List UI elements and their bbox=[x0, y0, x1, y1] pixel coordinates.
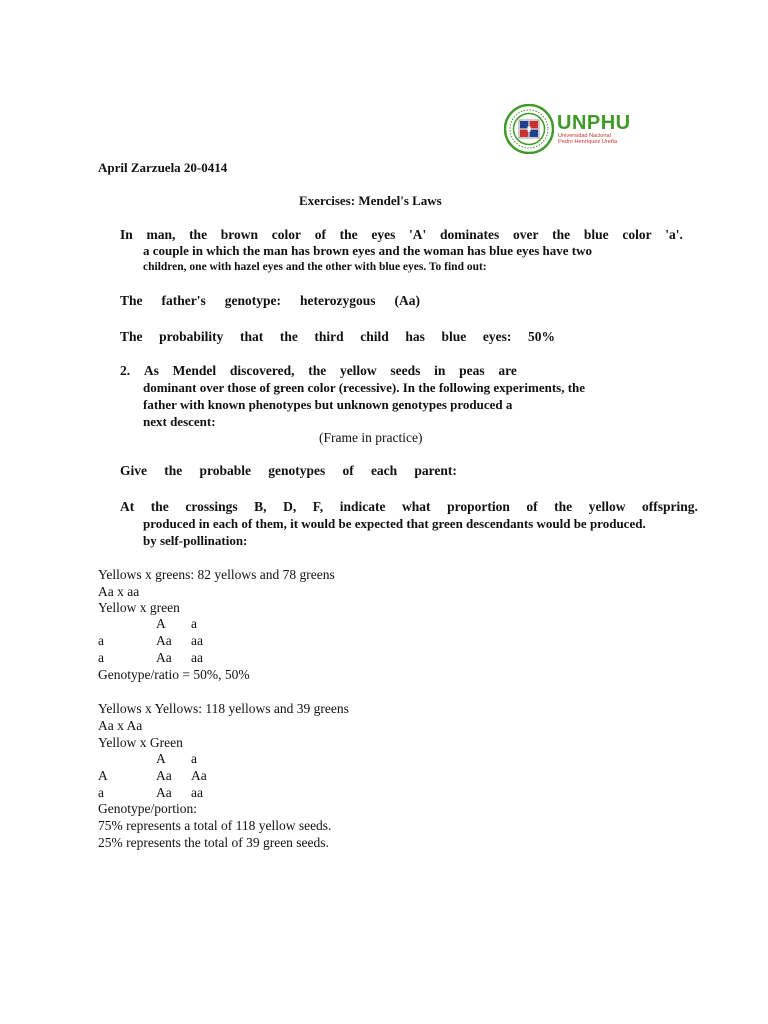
cross2-result-green: 25% represents the total of 39 green seeds. bbox=[98, 835, 329, 850]
word: Mendel bbox=[172, 363, 217, 378]
word: blue bbox=[441, 329, 467, 344]
word: man, bbox=[146, 227, 176, 242]
q2-cross-line2: produced in each of them, it would be expected that green descendants would be produced. bbox=[143, 516, 646, 531]
q1-line3: children, one with hazel eyes and the other with blue eyes. To find out: bbox=[143, 261, 487, 273]
q1-line2: a couple in which the man has brown eyes and the woman has blue eyes have two bbox=[143, 243, 593, 258]
word: seeds bbox=[390, 363, 421, 378]
word: genotype: bbox=[224, 293, 281, 308]
logo-subtitle-line1: Universidad Nacional bbox=[558, 133, 611, 139]
punnett-row bbox=[98, 751, 231, 768]
q2-give-genotypes bbox=[120, 463, 457, 479]
punnett-row bbox=[98, 633, 231, 650]
word: the bbox=[339, 227, 358, 242]
q2-cross-line3: by self-pollination: bbox=[143, 533, 248, 548]
word: As bbox=[143, 363, 159, 378]
punnett-cell: a bbox=[98, 784, 104, 800]
word: the bbox=[164, 463, 183, 478]
word: B, bbox=[254, 499, 267, 514]
word: In bbox=[120, 227, 133, 242]
punnett-row bbox=[98, 650, 231, 667]
word: blue bbox=[583, 227, 609, 242]
word: eyes: bbox=[482, 329, 512, 344]
word: in bbox=[434, 363, 446, 378]
word: child bbox=[360, 329, 389, 344]
unphu-seal-icon bbox=[504, 104, 554, 154]
punnett-cell: Aa bbox=[156, 632, 172, 648]
word: the bbox=[279, 329, 298, 344]
word: discovered, bbox=[229, 363, 295, 378]
word: are bbox=[498, 363, 517, 378]
word: parent: bbox=[414, 463, 457, 478]
word: eyes bbox=[371, 227, 396, 242]
word: the bbox=[150, 499, 169, 514]
cross2-phenotypes: Yellow x Green bbox=[98, 735, 183, 750]
q2-line4: next descent: bbox=[143, 414, 216, 429]
punnett-cell: Aa bbox=[156, 767, 172, 783]
unphu-logo bbox=[504, 104, 634, 156]
cross1-phenotypes: Yellow x green bbox=[98, 600, 180, 615]
word: the bbox=[554, 499, 573, 514]
word: the bbox=[552, 227, 571, 242]
q1-answer-genotype bbox=[120, 293, 420, 309]
word: color bbox=[271, 227, 301, 242]
word: brown bbox=[220, 227, 259, 242]
punnett-cell: A bbox=[156, 751, 166, 766]
word: the bbox=[189, 227, 208, 242]
cross1-heading: Yellows x greens: 82 yellows and 78 greens bbox=[98, 567, 335, 582]
punnett-cell: a bbox=[191, 616, 197, 631]
logo-subtitle-line2: Pedro Henríquez Ureña bbox=[558, 139, 618, 145]
page-title: Exercises: Mendel's Laws bbox=[299, 193, 442, 208]
word: 'A' bbox=[409, 227, 427, 242]
word: has bbox=[405, 329, 425, 344]
cross1-ratio: Genotype/ratio = 50%, 50% bbox=[98, 667, 250, 682]
word: 'a'. bbox=[665, 227, 683, 242]
word: dominates bbox=[440, 227, 500, 242]
q1-line1 bbox=[120, 227, 683, 243]
q1-answer-probability bbox=[120, 329, 555, 345]
author-line: April Zarzuela 20-0414 bbox=[98, 160, 228, 175]
punnett-cell: aa bbox=[191, 649, 203, 665]
punnett-row bbox=[98, 768, 231, 785]
word: offspring. bbox=[642, 499, 698, 514]
word: yellow bbox=[339, 363, 377, 378]
cross2-result-yellow: 75% represents a total of 118 yellow seeds. bbox=[98, 818, 332, 833]
word: D, bbox=[283, 499, 297, 514]
punnett-cell: Aa bbox=[191, 767, 207, 783]
punnett-cell: aa bbox=[191, 784, 203, 800]
word: each bbox=[370, 463, 398, 478]
punnett-cell: aa bbox=[191, 632, 203, 648]
word: heterozygous bbox=[299, 293, 376, 308]
word: that bbox=[239, 329, 264, 344]
punnett-cell bbox=[98, 616, 156, 633]
word: 2. bbox=[120, 363, 131, 378]
punnett-cell: a bbox=[98, 632, 104, 648]
word: of bbox=[526, 499, 538, 514]
word: father's bbox=[161, 293, 206, 308]
word: 50% bbox=[527, 329, 555, 344]
word: third bbox=[314, 329, 344, 344]
word: crossings bbox=[185, 499, 238, 514]
word: of bbox=[314, 227, 326, 242]
word: probability bbox=[159, 329, 224, 344]
word: yellow bbox=[588, 499, 626, 514]
cross1-punnett-square bbox=[98, 616, 231, 666]
q2-line1 bbox=[120, 363, 517, 379]
q2-cross-line1 bbox=[120, 499, 698, 515]
punnett-cell: A bbox=[156, 616, 166, 631]
word: probable bbox=[199, 463, 251, 478]
punnett-cell bbox=[98, 751, 156, 768]
word: the bbox=[308, 363, 327, 378]
cross2-parents: Aa x Aa bbox=[98, 718, 143, 733]
punnett-cell: Aa bbox=[156, 784, 172, 800]
word: proportion bbox=[447, 499, 510, 514]
q2-line2: dominant over those of green color (recessive). In the following experiments, the bbox=[143, 380, 586, 395]
cross1-parents: Aa x aa bbox=[98, 584, 140, 599]
word: genotypes bbox=[268, 463, 326, 478]
word: over bbox=[512, 227, 539, 242]
word: The bbox=[120, 293, 143, 308]
cross2-punnett-square bbox=[98, 751, 231, 801]
word: color bbox=[622, 227, 652, 242]
punnett-cell: a bbox=[98, 649, 104, 665]
cross2-portion-label: Genotype/portion: bbox=[98, 801, 197, 816]
punnett-row bbox=[98, 616, 231, 633]
word: At bbox=[120, 499, 135, 514]
q2-frame-note: (Frame in practice) bbox=[319, 430, 423, 445]
q2-line3: father with known phenotypes but unknown genotypes produced a bbox=[143, 397, 513, 412]
word: F, bbox=[312, 499, 324, 514]
punnett-cell: a bbox=[191, 751, 197, 766]
punnett-cell: Aa bbox=[156, 649, 172, 665]
cross2-heading: Yellows x Yellows: 118 yellows and 39 greens bbox=[98, 701, 349, 716]
word: The bbox=[120, 329, 143, 344]
word: what bbox=[402, 499, 431, 514]
word: (Aa) bbox=[394, 293, 420, 308]
word: Give bbox=[120, 463, 147, 478]
word: peas bbox=[459, 363, 485, 378]
word: indicate bbox=[339, 499, 386, 514]
logo-wordmark: UNPHU bbox=[557, 112, 631, 134]
punnett-row bbox=[98, 785, 231, 802]
punnett-cell: A bbox=[98, 767, 108, 783]
word: of bbox=[342, 463, 354, 478]
